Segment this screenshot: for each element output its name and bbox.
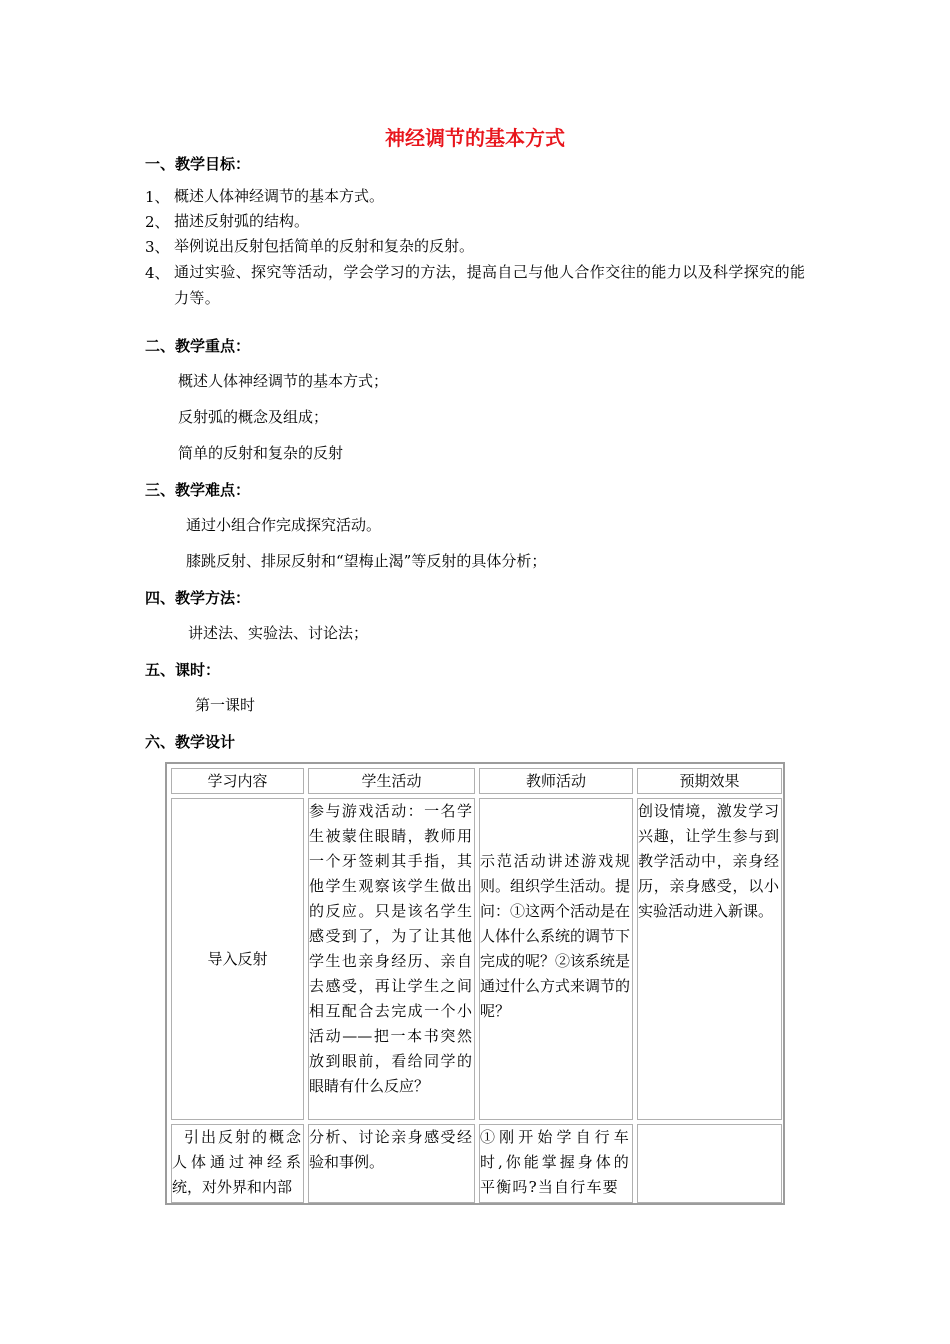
objective-text: 概述人体神经调节的基本方式。 bbox=[174, 187, 385, 205]
table-header-cell: 预期效果 bbox=[637, 768, 782, 794]
key-point-item: 反射弧的概念及组成； bbox=[178, 408, 329, 426]
table-header-cell: 学生活动 bbox=[308, 768, 475, 794]
section-heading-design: 六、教学设计 bbox=[145, 733, 236, 751]
document-title: 神经调节的基本方式 bbox=[385, 126, 565, 150]
table-cell-student: 参与游戏活动：一名学生被蒙住眼睛，教师用一个牙签刺其手指，其他学生观察该学生做出的反应。只是该名学生感受到了，为了让其他学生也亲身经历、亲自去感受，再让学生之间相互配合去完成一个小活动——把一本书突然放到眼前，看给同学的眼睛有什么反应？ bbox=[308, 798, 475, 1120]
teaching-design-table bbox=[165, 762, 785, 1205]
objective-number: 3、 bbox=[145, 238, 170, 256]
objective-number: 4、 bbox=[145, 264, 170, 282]
table-cell-text: 导入反射 bbox=[207, 949, 268, 968]
section-heading-key-points: 二、教学重点： bbox=[145, 337, 251, 355]
table-cell-effect bbox=[637, 1124, 782, 1203]
objective-text: 举例说出反射包括简单的反射和复杂的反射。 bbox=[174, 237, 475, 255]
section-heading-period: 五、课时： bbox=[145, 661, 221, 679]
table-cell-content: 引出反射的概念人体通过神经系统，对外界和内部 bbox=[171, 1124, 304, 1203]
key-point-item: 简单的反射和复杂的反射 bbox=[178, 444, 344, 462]
objective-number: 1、 bbox=[145, 188, 170, 206]
table-header-cell: 教师活动 bbox=[479, 768, 633, 794]
table-cell-content bbox=[171, 798, 304, 1120]
table-cell-student: 分析、讨论亲身感受经验和事例。 bbox=[308, 1124, 475, 1203]
objective-text: 通过实验、探究等活动，学会学习的方法，提高自己与他人合作交往的能力以及科学探究的能力等。 bbox=[174, 263, 806, 307]
section-heading-difficulties: 三、教学难点： bbox=[145, 481, 251, 499]
table-cell-text: 示范活动讲述游戏规则。组织学生活动。提问：①这两个活动是在人体什么系统的调节下完成的呢？②该系统是通过什么方式来调节的呢？ bbox=[480, 852, 631, 1020]
table-cell-effect: 创设情境，激发学习兴趣，让学生参与到教学活动中，亲身经历，亲身感受，以小实验活动进入新课。 bbox=[637, 798, 782, 1120]
section-heading-objectives: 一、教学目标： bbox=[145, 155, 251, 173]
objective-number: 2、 bbox=[145, 213, 170, 231]
table-cell-teacher: ①刚开始学自行车时,你能掌握身体的平衡吗?当自行车要 bbox=[479, 1124, 633, 1203]
table-cell-teacher bbox=[479, 798, 633, 1120]
key-point-item: 概述人体神经调节的基本方式； bbox=[178, 372, 389, 390]
table-header-cell: 学习内容 bbox=[171, 768, 304, 794]
objective-text: 描述反射弧的结构。 bbox=[174, 212, 310, 230]
period-text: 第一课时 bbox=[195, 696, 256, 714]
section-heading-methods: 四、教学方法： bbox=[145, 589, 251, 607]
difficulty-item: 通过小组合作完成探究活动。 bbox=[186, 516, 382, 534]
methods-text: 讲述法、实验法、讨论法； bbox=[188, 624, 369, 642]
difficulty-item: 膝跳反射、排尿反射和“望梅止渴”等反射的具体分析； bbox=[186, 552, 547, 570]
